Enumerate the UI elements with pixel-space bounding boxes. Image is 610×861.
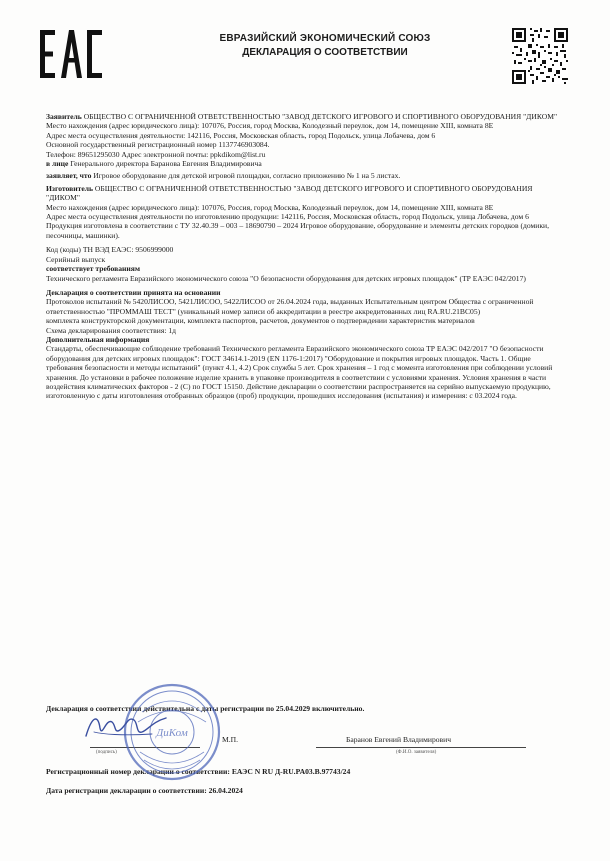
applicant-legal-address: Место нахождения (адрес юридического лица): 107076, Россия, город Москва, Колодезный переулок, дом 14, помещение XIII, комната 8Е <box>46 121 494 131</box>
manufacturer-block <box>46 184 568 203</box>
signer-name-caption: (Ф.И.О. заявителя) <box>396 749 437 755</box>
registration-number: ЕАЭС N RU Д-RU.PA03.B.97743/24 <box>231 766 351 776</box>
requirements-text: Технического регламента Евразийского экономического союза "О безопасности оборудования для детских игровых площадок" (ТР ЕАЭС 042/2017) <box>46 273 526 283</box>
registration-date: 26.04.2024 <box>208 786 243 795</box>
signature-caption: (подпись) <box>96 749 117 755</box>
basis-title: Декларация о соответствии принята на основании <box>46 287 221 297</box>
validity-line: Декларация о соответствии действительна с даты регистрации по 25.04.2029 включительно. <box>46 703 365 713</box>
additional-text: Стандарты, обеспечивающие соблюдение требований Технического регламента Евразийского экономического союза ТР ЕАЭС 042/2017 "О безопасности оборудования для детских игровых площадок": ГОСТ 34614.1-2019 (EN 1176-1:2017) "Оборудование и покрытия игровых площадок. Часть 1. Общие требования безопасности и методы испытаний" (пункт 4.1, 4.2) Срок службы 5 лет. Срок хранения – 1 год с момента изготовления при соблюдении условий хранения. До установки в рабочее положение изделие хранить в упаковке производителя в соответствии с условиями хранения. Условия хранения в части воздействия климатических факторов - 2 (С) по ГОСТ 15150. Действие декларации о соответствии распространяется на серийно выпускаемую продукцию, изготовленную с даты изготовления отобранных образцов (проб) продукции, прошедших исследования (испытания) и измерения: с 03.2024 года. <box>46 344 553 401</box>
manufacturer-production-address: Адрес места осуществления деятельности по изготовлению продукции: 142116, Россия, Московская область, город Подольск, улица Лобачева, дом 6 <box>46 212 529 222</box>
applicant-block <box>46 112 568 121</box>
seal-place-label: М.П. <box>222 734 239 744</box>
applicant-contacts: Телефон: 89651295030 Адрес электронной почты: ppkdikom@list.ru <box>46 149 266 159</box>
basis-scheme: Схема декларирования соответствия: 1д <box>46 325 176 335</box>
additional-title: Дополнительная информация <box>46 334 150 344</box>
declaration-body <box>46 112 568 401</box>
declaration-title: ДЕКЛАРАЦИЯ О СООТВЕТСТВИИ <box>242 47 408 58</box>
applicant-activity-address: Адрес места осуществления деятельности: 142116, Россия, Московская область, город Подольск, улица Лобачева, дом 6 <box>46 130 436 140</box>
basis-protocols: Протоколов испытаний № 5420ЛИСОО, 5421ЛИСОО, 5422ЛИСОО от 26.04.2024 года, выданных Испытательным центром Общества с ограниченной ответственностью "ПРОММАШ ТЕСТ" (уникальный номер записи об аккредитации в реестре аккредитованных лиц RA.RU.21ВС05) <box>46 297 534 316</box>
registration-date-label: Дата регистрации декларации о соответствии: <box>46 786 207 795</box>
signer-name: Баранов Евгений Владимирович <box>346 734 452 744</box>
applicant-person <box>46 159 568 168</box>
requirements-title: соответствует требованиям <box>46 264 141 274</box>
union-title: ЕВРАЗИЙСКИЙ ЭКОНОМИЧЕСКИЙ СОЮЗ <box>219 33 431 44</box>
declares-block <box>46 171 568 180</box>
eac-logo <box>40 30 102 78</box>
manufacturer-name: ОБЩЕСТВО С ОГРАНИЧЕННОЙ ОТВЕТСТВЕННОСТЬЮ "ЗАВОД ДЕТСКОГО ИГРОВОГО И СПОРТИВНОГО ОБОРУДОВАНИЯ "ДИКОМ" <box>46 183 533 203</box>
declares-text: Игровое оборудование для детской игровой площадки, согласно приложению № 1 на 5 листах. <box>93 171 401 181</box>
declares-label: заявляет, что <box>46 171 92 181</box>
qr-code-icon <box>512 28 568 84</box>
manufacturer-legal-address: Место нахождения (адрес юридического лица): 107076, Россия, город Москва, Колодезный переулок, дом 14, помещение XIII, комната 8Е <box>46 202 494 212</box>
applicant-ogrn: Основной государственный регистрационный номер 1137746903084. <box>46 140 270 150</box>
person-name: Генерального директора Баранова Евгения Владимировича <box>70 159 262 169</box>
product-code: Код (коды) ТН ВЭД ЕАЭС: 9506999000 <box>46 245 174 255</box>
basis-docs: комплекта конструкторской документации, комплекта паспортов, расчетов, документов о подтверждении характеристик материалов <box>46 316 475 326</box>
applicant-name: ОБЩЕСТВО С ОГРАНИЧЕННОЙ ОТВЕТСТВЕННОСТЬЮ "ЗАВОД ДЕТСКОГО ИГРОВОГО И СПОРТИВНОГО ОБОРУДОВАНИЯ "ДИКОМ" <box>83 112 558 121</box>
manufacturer-label: Изготовитель <box>46 183 94 193</box>
registration-date-line <box>46 786 568 795</box>
product-release: Серийный выпуск <box>46 254 106 264</box>
handwritten-signature <box>82 708 170 744</box>
document-header <box>40 26 570 86</box>
registration-number-label: Регистрационный номер декларации о соответствии: <box>46 766 230 776</box>
manufacturer-produced-per: Продукция изготовлена в соответствии с ТУ 32.40.39 – 003 – 18690790 – 2024 Игровое оборудование, оборудование и элементы детских городков (домики, песочницы, машинки). <box>46 221 550 240</box>
applicant-label: Заявитель <box>46 112 82 121</box>
person-label: в лице <box>46 159 69 169</box>
stamp-inner-text: ДиКом <box>156 727 188 739</box>
